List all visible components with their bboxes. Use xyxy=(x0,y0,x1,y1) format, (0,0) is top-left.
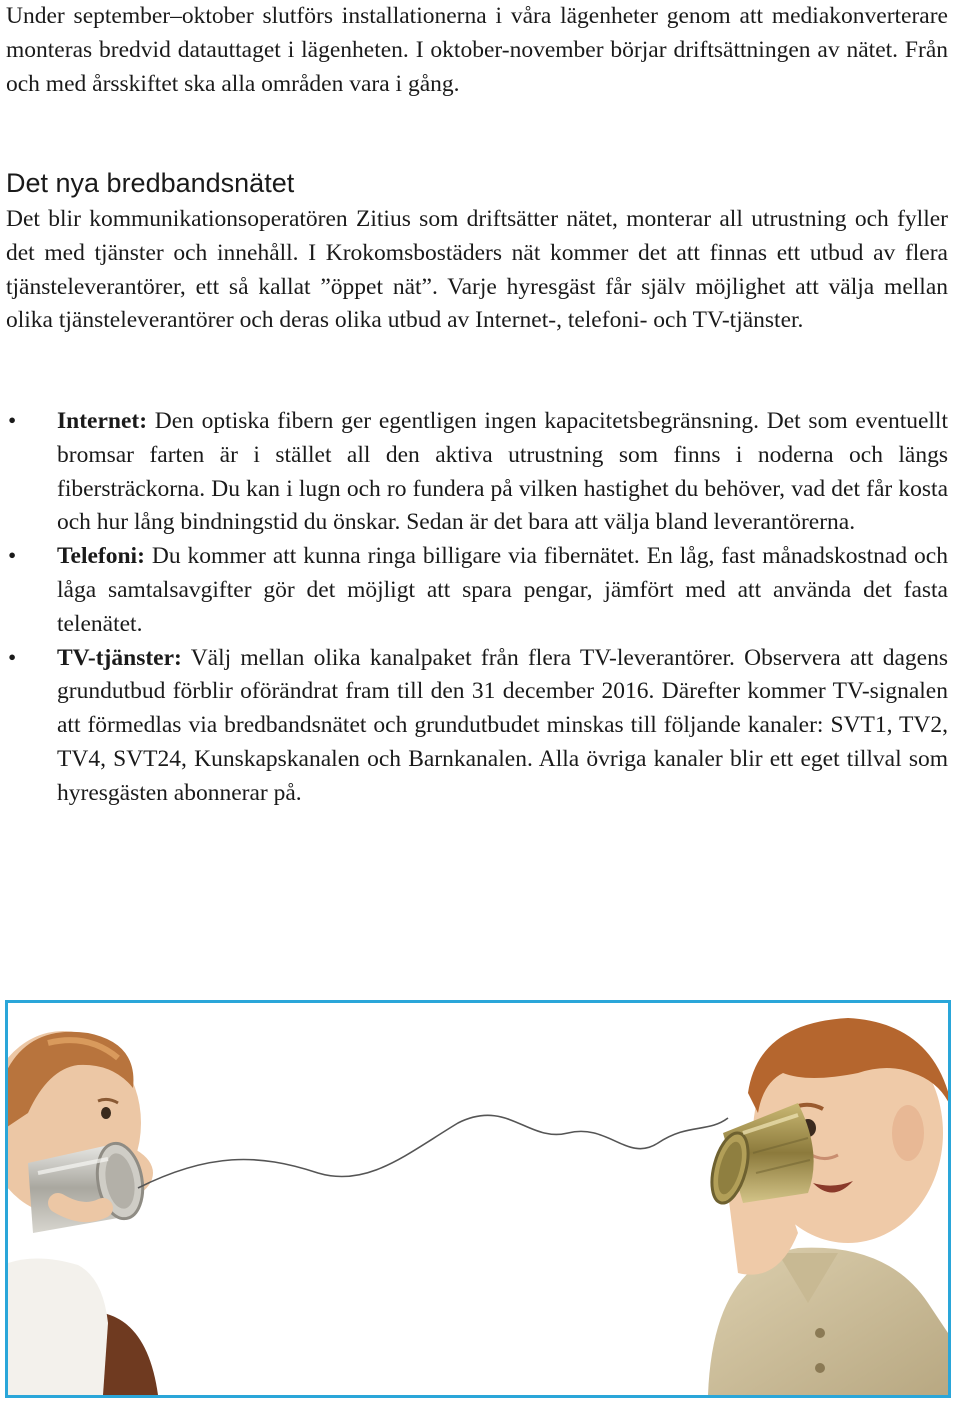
service-list xyxy=(0,405,948,811)
right-child xyxy=(708,1018,948,1395)
list-item-telefoni xyxy=(0,540,948,641)
bullet-icon: • xyxy=(8,543,17,570)
string-line xyxy=(138,1115,728,1188)
list-item-text: Du kommer att kunna ringa billigare via fibernätet. En låg, fast månadskostnad och låga samtalsavgifter gör det möjligt att spara pengar, jämfört med att använda det fasta telenätet. xyxy=(57,543,948,637)
list-item-term: TV-tjänster: xyxy=(57,644,182,671)
tin-can-phone-photo xyxy=(5,1000,951,1398)
list-item-text: Den optiska fibern ger egentligen ingen kapacitetsbegränsning. Det som eventuellt bromsar farten är i stället all den aktiva utrustning som finns i noderna och längs fibersträckorna. Du kan i lugn och ro fundera på vilken hastighet du behöver, vad det får kosta och hur lång bindningstid du önskar. Sedan är det bara att välja bland leverantörerna. xyxy=(57,408,948,536)
bullet-icon: • xyxy=(8,408,17,434)
list-item-internet xyxy=(0,405,948,540)
children-tin-can-illustration xyxy=(8,1003,948,1395)
section-heading: Det nya bredbandsnätet xyxy=(6,168,295,198)
list-item-term: Internet: xyxy=(57,408,148,434)
list-item-text: Välj mellan olika kanalpaket från flera TV-leverantörer. Observera att dagens grundutbud förblir oförändrat fram till den 31 december 2016. Därefter kommer TV-signalen att förmedlas via bredbandsnätet och grundutbudet minskas till följande kanaler: SVT1, TV2, TV4, SVT24, Kunskapskanalen och Barnkanalen. Alla övriga kanaler blir ett eget tillval som hyresgästen abonnerar på. xyxy=(57,644,948,806)
intro-paragraph: Under september–oktober slutförs installationerna i våra lägenheter genom att mediakonverterare monteras bredvid datauttaget i lägenheten. I oktober-november börjar driftsättningen av nätet. Från och med årsskiftet ska alla områden vara i gång. xyxy=(6,3,948,97)
section-paragraph: Det blir kommunikationsoperatören Zitius som driftsätter nätet, monterar all utrustning och fyller det med tjänster och innehåll. I Krokomsbostäders nät kommer det att finnas ett utbud av flera tjänsteleverantörer, ett så kallat ”öppet nät”. Varje hyresgäst får själv möjlighet att välja mellan olika tjänsteleverantörer och deras olika utbud av Internet-, telefoni- och TV-tjänster. xyxy=(6,206,948,334)
bullet-icon: • xyxy=(8,644,17,671)
list-item-term: Telefoni: xyxy=(57,543,145,570)
right-tin-can xyxy=(705,1103,813,1207)
list-item-tv xyxy=(0,642,948,811)
